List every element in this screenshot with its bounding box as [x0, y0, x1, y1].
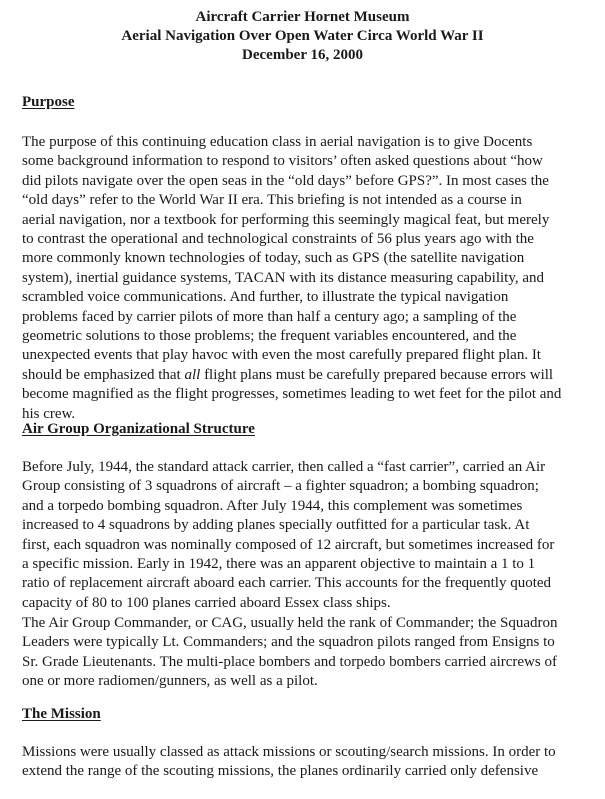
purpose-paragraph — [22, 133, 590, 424]
paragraph-line: The purpose of this continuing education class in aerial navigation is to give Docents — [22, 134, 533, 150]
paragraph-line: become magnified as the flight progresses, sometimes leading to wet feet for the pilot and — [22, 386, 562, 403]
paragraph-line: more commonly known technologies of today, such as GPS (the satellite navigation — [22, 250, 525, 267]
paragraph-line: extend the range of the scouting missions, the planes ordinarily carried only defensive — [22, 763, 539, 780]
paragraph-line: unexpected events that play havoc with even the most carefully prepared flight plan. It — [22, 347, 541, 364]
paragraph-line: Sr. Grade Lieutenants. The multi-place bombers and torpedo bombers carried aircrews of — [22, 653, 557, 670]
paragraph-line: increased to 4 squadrons by adding planes specially outfitted for a particular task. At — [22, 517, 530, 534]
paragraph-line: and a torpedo bombing squadron. After July 1944, this complement was sometimes — [22, 497, 523, 514]
paragraph-line: Before July, 1944, the standard attack carrier, then called a “fast carrier”, carried an Air — [22, 459, 546, 475]
air-group-paragraph-1 — [22, 458, 590, 613]
air-group-paragraph-2 — [22, 614, 590, 692]
paragraph-line: Group consisting of 3 squadrons of aircraft – a fighter squadron; a bombing squadron; — [22, 478, 539, 495]
document-title: Aerial Navigation Over Open Water Circa World War II — [121, 28, 484, 44]
document-header — [0, 8, 605, 65]
purpose-heading: Purpose — [22, 94, 75, 110]
paragraph-line: geometric solutions to those problems; the frequent variables encountered, and the — [22, 328, 517, 345]
paragraph-line: Missions were usually classed as attack missions or scouting/search missions. In order to — [22, 744, 556, 760]
paragraph-line: “old days” refer to the World War II era. This briefing is not intended as a course in — [22, 192, 522, 209]
paragraph-line: ratio of replacement aircraft aboard each carrier. This accounts for the frequently quoted — [22, 575, 552, 592]
air-group-heading: Air Group Organizational Structure — [22, 421, 255, 437]
paragraph-line: to contrast the operational and technological constraints of 56 plus years ago with the — [22, 231, 534, 248]
document-date: December 16, 2000 — [242, 47, 363, 63]
paragraph-line: some background information to respond to visitors’ often asked questions about “how — [22, 153, 543, 170]
paragraph-line: capacity of 80 to 100 planes carried aboard Essex class ships. — [22, 594, 391, 611]
paragraph-line: Leaders were typically Lt. Commanders; and the squadron pilots ranged from Ensigns to — [22, 634, 555, 651]
paragraph-line: problems faced by carrier pilots of more than half a century ago; a sampling of the — [22, 308, 517, 325]
paragraph-line: scrambled voice communications. And further, to illustrate the typical navigation — [22, 289, 509, 306]
paragraph-line: did pilots navigate over the open seas in the “old days” before GPS?”. In most cases the — [22, 172, 549, 189]
mission-heading: The Mission — [22, 706, 101, 722]
paragraph-line: first, each squadron was nominally composed of 12 aircraft, but sometimes increased for — [22, 536, 555, 553]
paragraph-line: one or more radiomen/gunners, as well as a pilot. — [22, 673, 318, 690]
paragraph-line: a specific mission. Early in 1942, there was an apparent objective to maintain a 1 to 1 — [22, 556, 536, 573]
paragraph-line: his crew. — [22, 405, 76, 422]
paragraph-line: The Air Group Commander, or CAG, usually held the rank of Commander; the Squadron — [22, 615, 558, 631]
paragraph-line: aerial navigation, nor a textbook for performing this seemingly magical feat, but merely — [22, 211, 550, 228]
paragraph-line: system), inertial guidance systems, TACAN with its distance measuring capability, and — [22, 269, 545, 286]
museum-title: Aircraft Carrier Hornet Museum — [195, 9, 410, 25]
paragraph-line: should be emphasized that all flight plans must be carefully prepared because errors will — [22, 366, 554, 383]
mission-paragraph — [22, 743, 590, 782]
